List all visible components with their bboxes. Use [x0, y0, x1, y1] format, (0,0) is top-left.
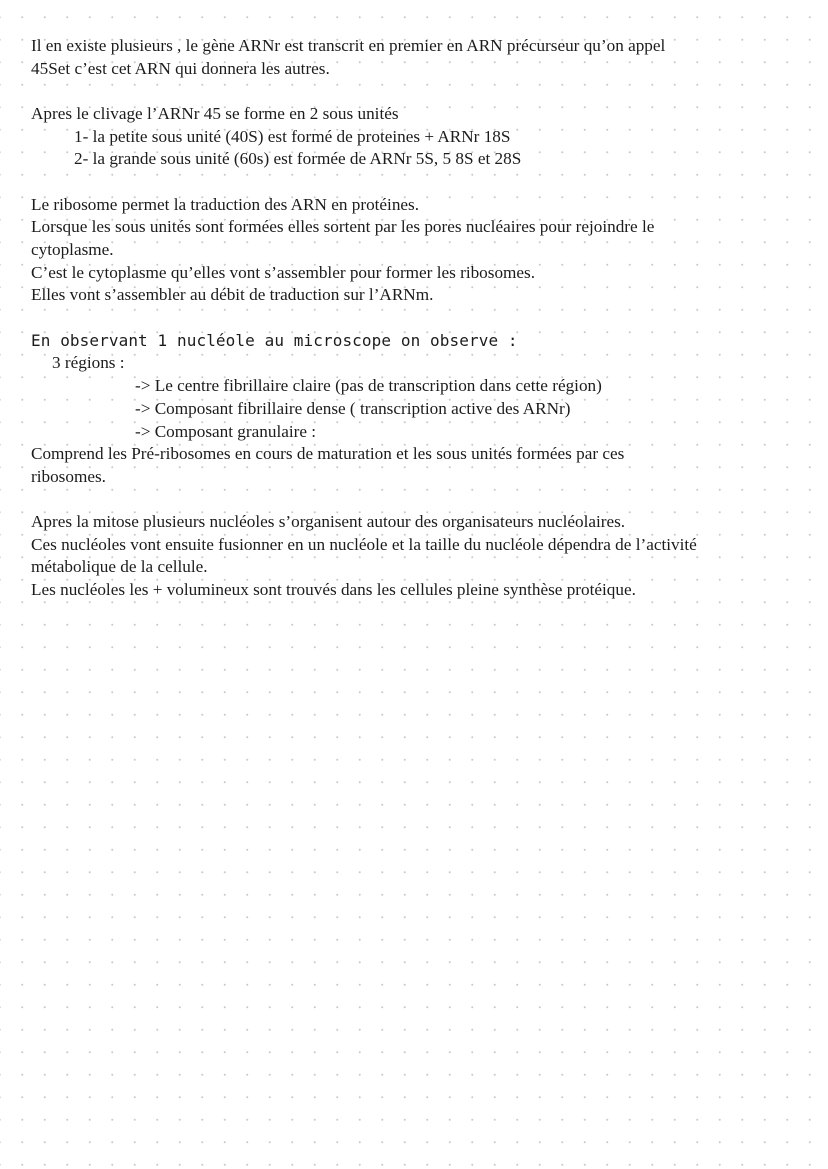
- paragraph-2-item-2: 2- la grande sous unité (60s) est formée de ARNr 5S, 5 8S et 28S: [74, 149, 522, 168]
- paragraph-4-regions-label: 3 régions :: [52, 353, 125, 372]
- paragraph-3-line-4: C’est le cytoplasme qu’elles vont s’assembler pour former les ribosomes.: [31, 263, 536, 282]
- paragraph-5-line-3: métabolique de la cellule.: [31, 557, 208, 576]
- paragraph-4-region-3: -> Composant granulaire :: [135, 422, 317, 441]
- paragraph-1-line-2: 45Set c’est cet ARN qui donnera les autres.: [31, 59, 330, 78]
- paragraph-5-line-2: Ces nucléoles vont ensuite fusionner en un nucléole et la taille du nucléole dépendra de l’activité: [31, 535, 697, 554]
- paragraph-4-line-2: ribosomes.: [31, 467, 106, 486]
- paragraph-5-line-4: Les nucléoles les + volumineux sont trouvés dans les cellules pleine synthèse protéique.: [31, 580, 636, 599]
- paragraph-3-line-1: Le ribosome permet la traduction des ARN en protéines.: [31, 195, 420, 214]
- paragraph-3-line-2: Lorsque les sous unités sont formées elles sortent par les pores nucléaires pour rejoindre le: [31, 217, 655, 236]
- paragraph-4-heading: En observant 1 nucléole au microscope on observe :: [31, 331, 518, 350]
- paragraph-3-line-5: Elles vont s’assembler au débit de traduction sur l’ARNm.: [31, 285, 434, 304]
- paragraph-4-region-1: -> Le centre fibrillaire claire (pas de transcription dans cette région): [135, 376, 602, 395]
- paragraph-4-line-1: Comprend les Pré-ribosomes en cours de maturation et les sous unités formées par ces: [31, 444, 625, 463]
- paragraph-1-line-1: Il en existe plusieurs , le gène ARNr est transcrit en premier en ARN précurseur qu’on appel: [31, 36, 666, 55]
- paragraph-5-line-1: Apres la mitose plusieurs nucléoles s’organisent autour des organisateurs nucléolaires.: [31, 512, 626, 531]
- paragraph-2-item-1: 1- la petite sous unité (40S) est formé de proteines + ARNr 18S: [74, 127, 511, 146]
- paragraph-3-line-3: cytoplasme.: [31, 240, 114, 259]
- paragraph-4-region-2: -> Composant fibrillaire dense ( transcription active des ARNr): [135, 399, 571, 418]
- paragraph-2-line-1: Apres le clivage l’ARNr 45 se forme en 2 sous unités: [31, 104, 399, 123]
